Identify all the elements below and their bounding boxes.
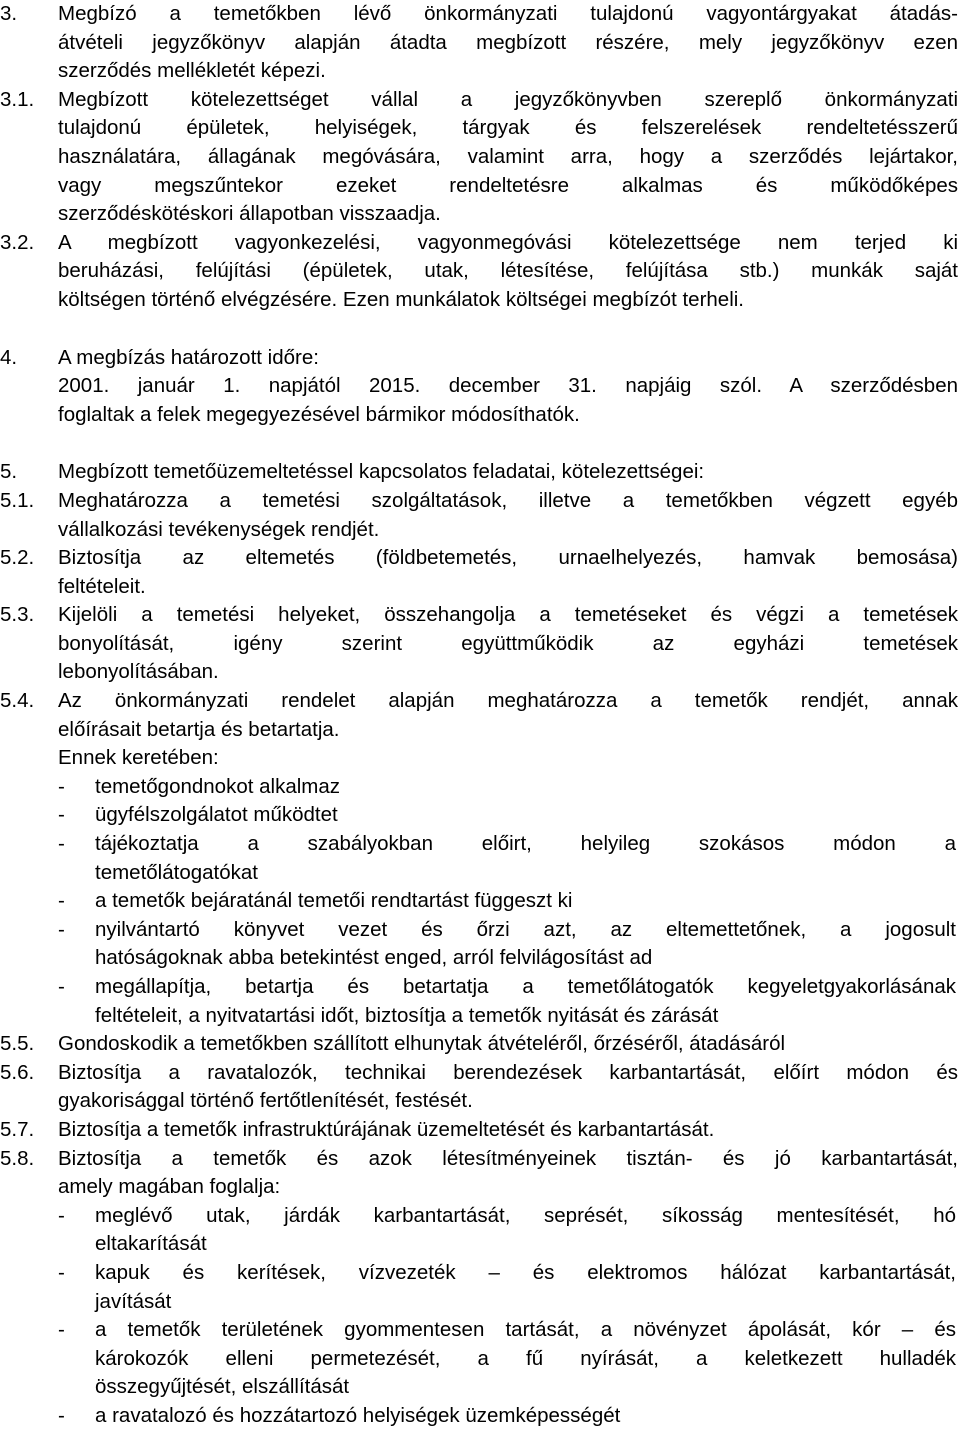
text-line: költségen történő elvégzésére. Ezen munkálatok költségei megbízót terheli. — [58, 287, 744, 311]
text-line: Megbízó a temetőkben lévő önkormányzati tulajdonú vagyontárgyakat átadás- — [58, 2, 958, 25]
text-line: nyilvántartó könyvet vezet és őrzi azt, az eltemettetőnek, a jogosult — [95, 917, 956, 941]
section-number: 5.1. — [0, 488, 35, 512]
text-line: foglaltak a felek megegyezésével bármikor módosíthatók. — [58, 402, 580, 426]
list-item — [0, 1202, 958, 1259]
text-line: használatára, állagának megóvására, valamint arra, hogy a szerződés lejártakor, — [58, 144, 958, 168]
text-line: feltételeit. — [58, 574, 146, 598]
text-line: Biztosítja a ravatalozók, technikai berendezések karbantartását, előírt módon és — [58, 1060, 958, 1084]
text-line: szerződés mellékletét képezi. — [58, 59, 326, 83]
text-line: vállalkozási tevékenységek rendjét. — [58, 517, 380, 541]
text-line: beruházási, felújítási (épületek, utak, létesítése, felújítása stb.) munkák saját — [58, 259, 958, 283]
section-5 — [0, 458, 960, 487]
dash-bullet: - — [58, 1403, 65, 1427]
section-3-1 — [0, 86, 960, 229]
text-line: a ravatalozó és hozzátartozó helyiségek üzemképességét — [95, 1403, 621, 1427]
section-number: 5.7. — [0, 1117, 35, 1141]
dash-bullet: - — [58, 774, 65, 798]
section-number: 3. — [0, 2, 18, 25]
text-line: temetőgondnokot alkalmaz — [95, 774, 341, 798]
text-line: hatóságoknak abba betekintést enged, arról felvilágosítást ad — [95, 946, 653, 970]
text-line: vagy megszűntekor ezeket rendeltetésre alkalmas és működőképes — [58, 173, 958, 197]
section-number: 5.2. — [0, 546, 35, 570]
dash-bullet: - — [58, 832, 65, 856]
text-line: bonyolítását, igény szerint együttműködik az egyházi temetések — [58, 631, 958, 655]
section-number: 5.5. — [0, 1032, 35, 1056]
section-number: 5.6. — [0, 1060, 35, 1084]
list-item — [0, 773, 958, 802]
text-line: Az önkormányzati rendelet alapján meghatározza a temetők rendjét, annak — [58, 689, 958, 713]
text-line: temetőlátogatókat — [95, 860, 258, 884]
list-intro: Ennek keretében: — [58, 746, 219, 770]
list-item — [0, 973, 958, 1030]
text-line: gyakorisággal történő fertőtlenítését, festését. — [58, 1089, 473, 1113]
section-3-2 — [0, 229, 960, 315]
dash-bullet: - — [58, 1260, 65, 1284]
dash-bullet: - — [58, 889, 65, 913]
section-3 — [0, 0, 960, 86]
text-line: Biztosítja az eltemetés (földbetemetés, urnaelhelyezés, hamvak bemosása) — [58, 546, 958, 570]
section-5-1 — [0, 487, 960, 544]
section-heading: Megbízott temetőüzemeltetéssel kapcsolatos feladatai, kötelezettségei: — [58, 460, 705, 484]
section-4 — [0, 344, 960, 430]
text-line: előírásait betartja és betartatja. — [58, 717, 340, 741]
text-line: kapuk és kerítések, vízvezeték – és elektromos hálózat karbantartását, — [95, 1260, 956, 1284]
text-line: megállapítja, betartja és betartatja a temetőlátogatók kegyeletgyakorlásának — [95, 975, 956, 998]
section-number: 5.3. — [0, 603, 35, 627]
text-line: átvételi jegyzőkönyv alapján átadta megbízott részére, mely jegyzőkönyv ezen — [58, 30, 958, 54]
text-line: Megbízott kötelezettséget vállal a jegyzőkönyvben szereplő önkormányzati — [58, 87, 958, 111]
text-line: Meghatározza a temetési szolgáltatások, illetve a temetőkben végzett egyéb — [58, 488, 958, 512]
section-number: 3.1. — [0, 87, 35, 111]
text-line: a temetők területének gyommentesen tartását, a növényzet ápolását, kór – és — [95, 1318, 956, 1342]
text-line: károkozók elleni permetezését, a fű nyírását, a keletkezett hulladék — [95, 1346, 956, 1370]
section-5-4 — [0, 687, 960, 1030]
text-line: Gondoskodik a temetőkben szállított elhunytak átvételéről, őrzéséről, átadásáról — [58, 1032, 786, 1056]
dash-bullet: - — [58, 1203, 65, 1227]
text-line: a temetők bejáratánál temetői rendtartást függeszt ki — [95, 889, 573, 913]
text-line: javítását — [95, 1289, 172, 1313]
section-number: 5.4. — [0, 689, 35, 713]
text-line: tulajdonú épületek, helyiségek, tárgyak és felszerelések rendeltetésszerű — [58, 116, 958, 140]
text-line: eltakarítását — [95, 1232, 207, 1256]
list-item — [0, 1316, 958, 1402]
list-item — [0, 1402, 958, 1431]
section-number: 3.2. — [0, 230, 35, 254]
section-heading: A megbízás határozott időre: — [58, 345, 319, 369]
section-number: 5. — [0, 460, 18, 484]
section-5-6 — [0, 1059, 960, 1116]
dash-bullet: - — [58, 1318, 65, 1342]
text-line: meglévő utak, járdák karbantartását, seprését, síkosság mentesítését, hó — [95, 1203, 956, 1227]
text-line: szerződéskötéskori állapotban visszaadja. — [58, 202, 441, 226]
spacer — [0, 429, 960, 458]
text-line: ügyfélszolgálatot működtet — [95, 803, 338, 827]
dash-bullet: - — [58, 803, 65, 827]
dash-bullet: - — [58, 917, 65, 941]
dash-bullet: - — [58, 975, 65, 998]
spacer — [0, 315, 960, 344]
section-5-2 — [0, 544, 960, 601]
list-item — [0, 1259, 958, 1316]
list-item — [0, 830, 958, 887]
list-item — [0, 916, 958, 973]
section-5-8 — [0, 1145, 960, 1431]
section-5-7 — [0, 1116, 960, 1145]
section-5-5 — [0, 1030, 960, 1059]
text-line: amely magában foglalja: — [58, 1175, 281, 1199]
text-line: lebonyolításában. — [58, 660, 219, 684]
text-line: Biztosítja a temetők infrastruktúrájának üzemeltetését és karbantartását. — [58, 1117, 715, 1141]
text-line: 2001. január 1. napjától 2015. december 31. napjáig szól. A szerződésben — [58, 374, 958, 398]
text-line: A megbízott vagyonkezelési, vagyonmegóvási kötelezettsége nem terjed ki — [58, 230, 958, 254]
list-item — [0, 801, 958, 830]
section-number: 5.8. — [0, 1146, 35, 1170]
text-line: összegyűjtését, elszállítását — [95, 1375, 350, 1399]
list-item — [0, 887, 958, 916]
text-line: Biztosítja a temetők és azok létesítményeinek tisztán- és jó karbantartását, — [58, 1146, 958, 1170]
section-number: 4. — [0, 345, 18, 369]
text-line: feltételeit, a nyitvatartási időt, biztosítja a temetők nyitását és zárását — [95, 1003, 719, 1027]
text-line: tájékoztatja a szabályokban előirt, helyileg szokásos módon a — [95, 832, 956, 856]
section-5-3 — [0, 601, 960, 687]
text-line: Kijelöli a temetési helyeket, összehangolja a temetéseket és végzi a temetések — [58, 603, 958, 627]
